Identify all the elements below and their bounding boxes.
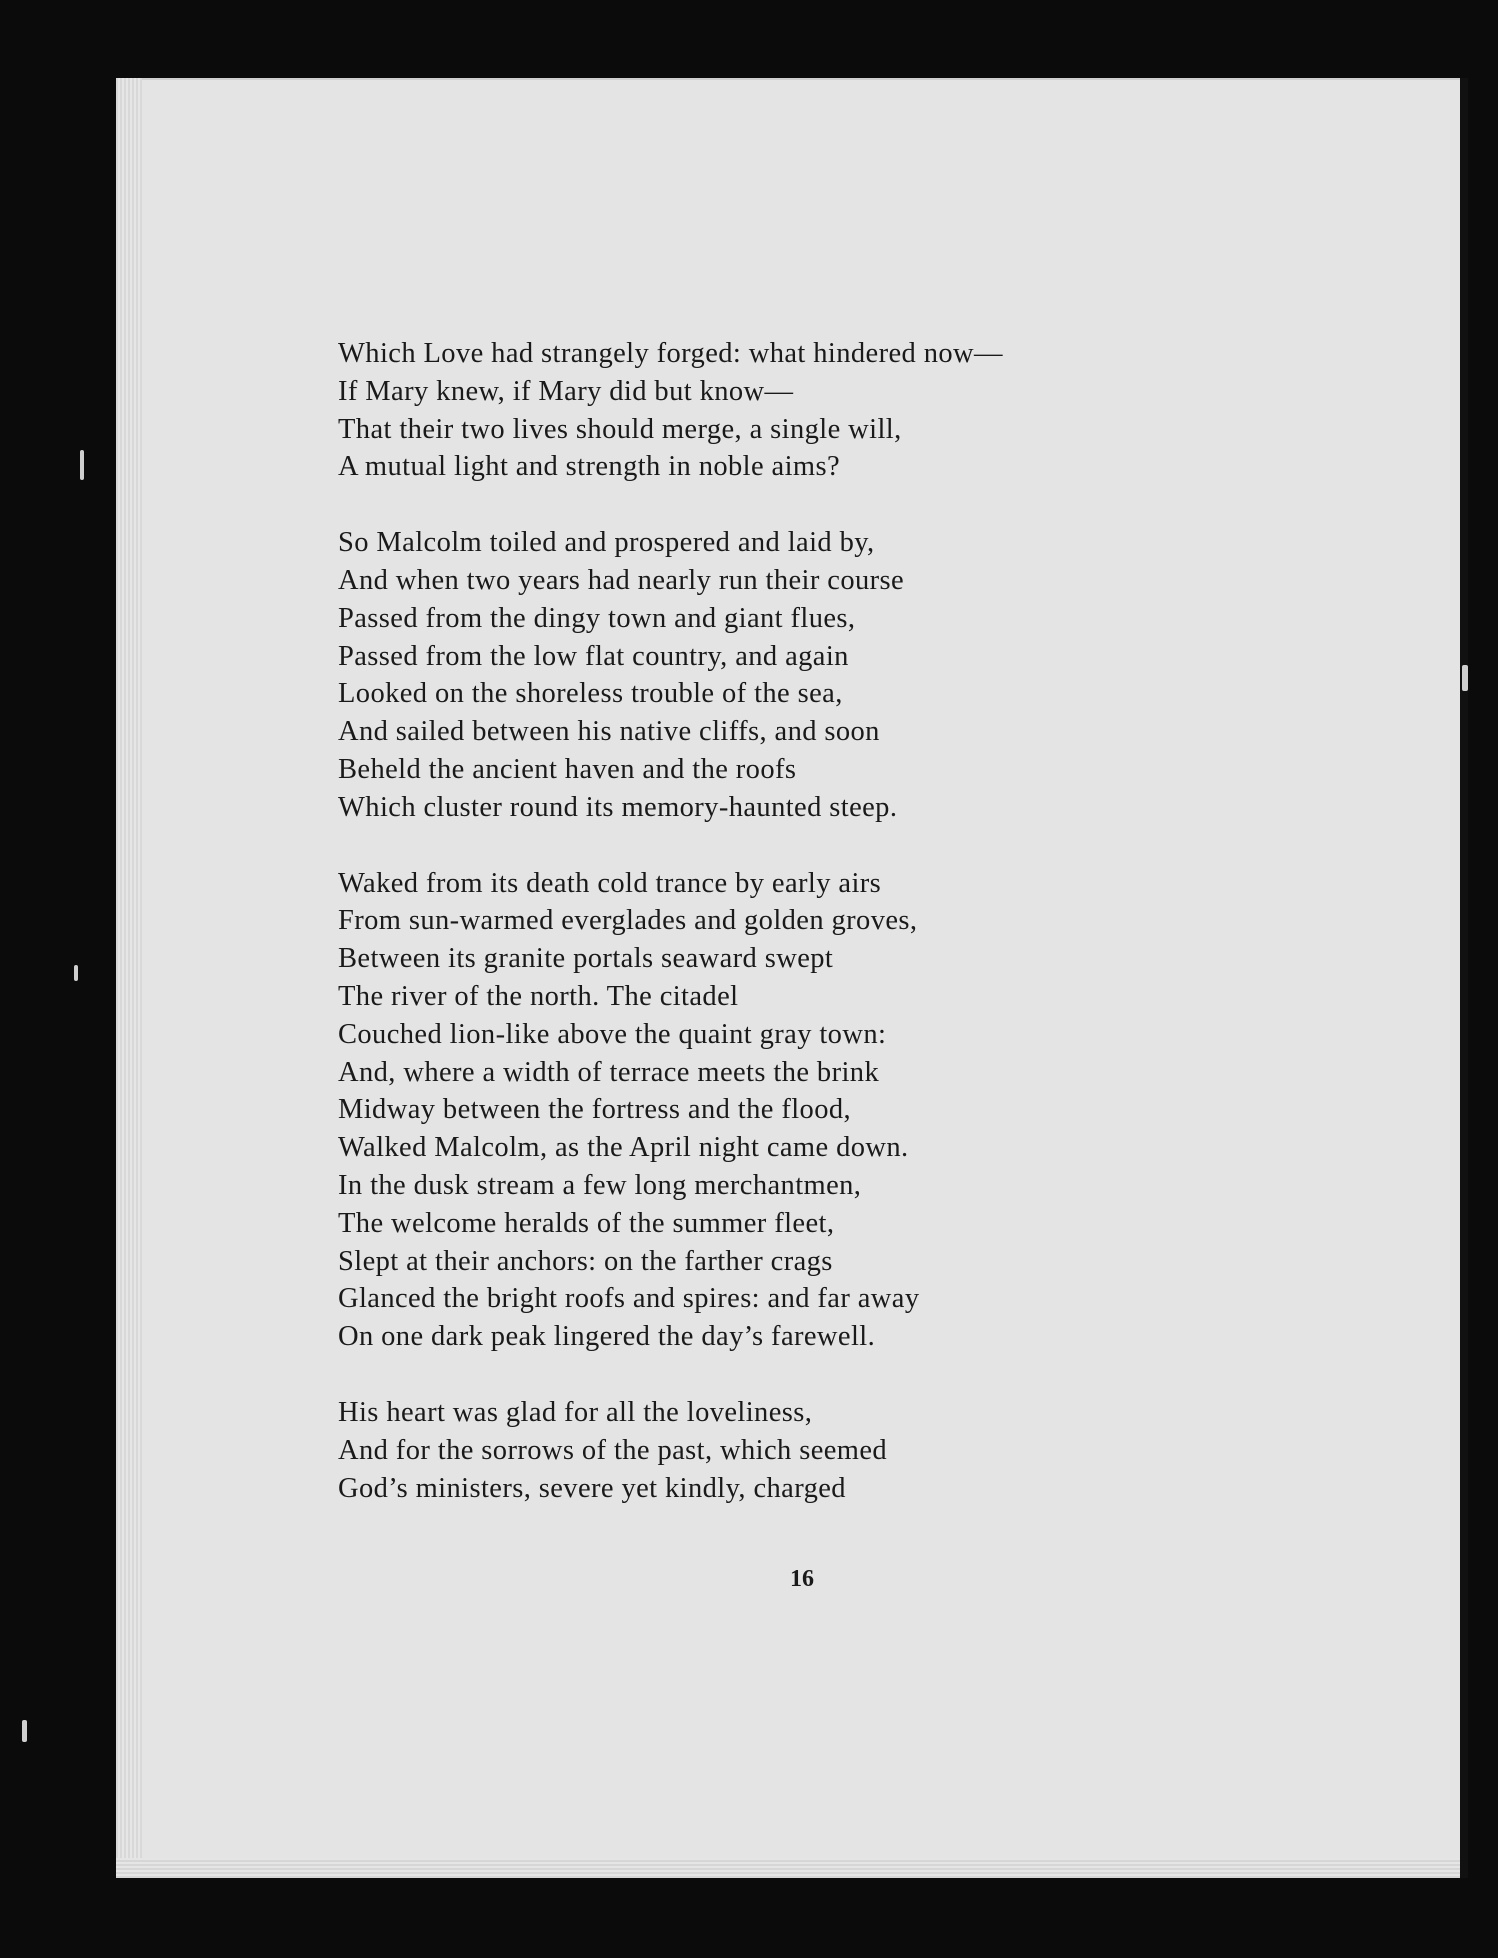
stanza-4 [338,1394,1238,1507]
poem-line: And, where a width of terrace meets the brink [338,1056,880,1088]
poem-line: Which cluster round its memory-haunted steep. [338,791,898,823]
scan-artifact [1462,665,1468,691]
poem-line: Passed from the dingy town and giant flues, [338,602,856,634]
poem-line: A mutual light and strength in noble aims? [338,451,841,483]
stanza-2 [338,524,1238,826]
poem-line: And when two years had nearly run their course [338,564,905,596]
poem-line: In the dusk stream a few long merchantmen, [338,1169,862,1201]
poem-text [338,335,1238,1545]
poem-line: Between its granite portals seaward swept [338,943,834,975]
poem-line: The river of the north. The citadel [338,980,739,1012]
poem-line: Glanced the bright roofs and spires: and far away [338,1283,920,1315]
poem-line: And for the sorrows of the past, which seemed [338,1434,888,1466]
scan-artifact [74,965,78,981]
poem-line: Slept at their anchors: on the farther crags [338,1245,833,1277]
poem-line: On one dark peak lingered the day’s farewell. [338,1321,876,1353]
poem-line: Midway between the fortress and the flood, [338,1094,852,1126]
poem-line: God’s ministers, severe yet kindly, charged [338,1472,846,1504]
page-edge-left [116,78,142,1878]
poem-line: Beheld the ancient haven and the roofs [338,753,797,785]
stanza-1 [338,335,1238,486]
stanza-3 [338,865,1238,1356]
poem-line: From sun-warmed everglades and golden groves, [338,905,918,937]
poem-line: That their two lives should merge, a single will, [338,413,902,445]
scan-artifact [80,450,84,480]
poem-line: And sailed between his native cliffs, and soon [338,716,880,748]
poem-line: Waked from its death cold trance by early airs [338,867,882,899]
poem-line: His heart was glad for all the loveliness, [338,1396,813,1428]
poem-line: Passed from the low flat country, and again [338,640,849,672]
poem-line: So Malcolm toiled and prospered and laid by, [338,527,875,559]
scan-artifact [22,1720,27,1742]
page-edge-right [1460,78,1468,1878]
page-number: 16 [790,1566,814,1592]
poem-line: Looked on the shoreless trouble of the sea, [338,678,843,710]
poem-line: Which Love had strangely forged: what hindered now— [338,338,1003,369]
poem-line: If Mary knew, if Mary did but know— [338,375,794,407]
poem-line: The welcome heralds of the summer fleet, [338,1207,835,1239]
poem-line: Walked Malcolm, as the April night came down. [338,1132,909,1164]
page-edge-bottom [116,1858,1468,1878]
poem-line: Couched lion-like above the quaint gray town: [338,1018,887,1050]
